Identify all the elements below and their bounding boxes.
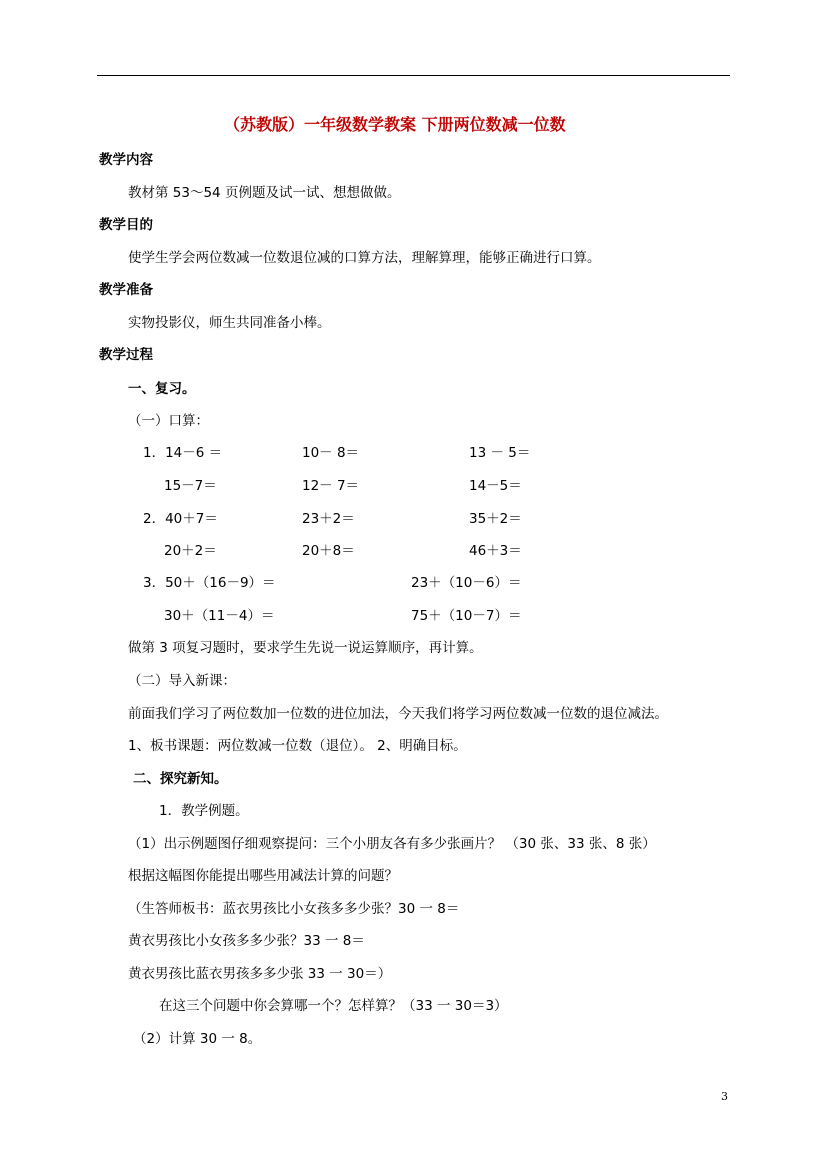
review-note: 做第 3 项复习题时，要求学生先说一说运算顺序，再计算。	[128, 640, 483, 656]
goal-text: 使学生学会两位数减一位数退位减的口算方法，理解算理，能够正确进行口算。	[128, 250, 601, 266]
explore-p5: 黄衣男孩比蓝衣男孩多多少张 33 一 30＝）	[128, 966, 392, 982]
calc-item: 15－7＝	[164, 478, 217, 494]
calc-item: 23＋2＝	[302, 511, 355, 527]
heading-process: 教学过程	[99, 347, 153, 363]
calc-item: 13 － 5＝	[469, 445, 531, 461]
heading-prep: 教学准备	[99, 282, 153, 298]
intro-text: 前面我们学习了两位数加一位数的进位加法，今天我们将学习两位数减一位数的退位减法。	[128, 706, 668, 722]
explore-p3: （生答师板书：蓝衣男孩比小女孩多多少张？30 一 8＝	[128, 901, 460, 917]
calc-item: 12－ 7＝	[302, 478, 360, 494]
explore-p2: 根据这幅图你能提出哪些用减法计算的问题？	[128, 868, 398, 884]
explore-p6: 在这三个问题中你会算哪一个？怎样算？（33 一 30＝3）	[159, 998, 508, 1014]
page-number: 3	[721, 1090, 728, 1103]
calc-item: 14－5＝	[469, 478, 522, 494]
calc-item: 75＋（10－7）＝	[411, 608, 522, 624]
calc-item: 3．50＋（16－9）＝	[143, 575, 276, 591]
heading-goal: 教学目的	[99, 217, 153, 233]
explore-heading: 二、探究新知。	[133, 771, 228, 787]
explore-p1: （1）出示例题图仔细观察提问：三个小朋友各有多少张画片？ （30 张、33 张、8 张）	[128, 836, 656, 852]
calc-item: 46＋3＝	[469, 543, 522, 559]
calc-item: 1．14－6 ＝	[143, 445, 223, 461]
calc-item: 23＋（10－6）＝	[411, 575, 522, 591]
prep-text: 实物投影仪，师生共同准备小棒。	[128, 315, 331, 331]
calc-item: 20＋2＝	[164, 543, 217, 559]
header-rule	[97, 75, 730, 76]
review-sub1: （一）口算：	[128, 413, 209, 429]
calc-item: 2．40＋7＝	[143, 511, 218, 527]
heading-content: 教学内容	[99, 152, 153, 168]
calc-item: 10－ 8＝	[302, 445, 360, 461]
review-heading: 一、复习。	[128, 381, 196, 397]
explore-p7: （2）计算 30 一 8。	[133, 1031, 262, 1047]
review-sub2: （二）导入新课：	[128, 673, 236, 689]
document-title: （苏教版）一年级数学教案 下册两位数减一位数	[224, 115, 566, 134]
content-text: 教材第 53～54 页例题及试一试、想想做做。	[128, 185, 401, 201]
calc-item: 20＋8＝	[302, 543, 355, 559]
explore-item1: 1．教学例题。	[159, 803, 249, 819]
calc-item: 30＋（11－4）＝	[164, 608, 275, 624]
board-text: 1、板书课题：两位数减一位数（退位）。 2、明确目标。	[128, 738, 467, 754]
calc-item: 35＋2＝	[469, 511, 522, 527]
explore-p4: 黄衣男孩比小女孩多多少张？33 一 8＝	[128, 933, 365, 949]
